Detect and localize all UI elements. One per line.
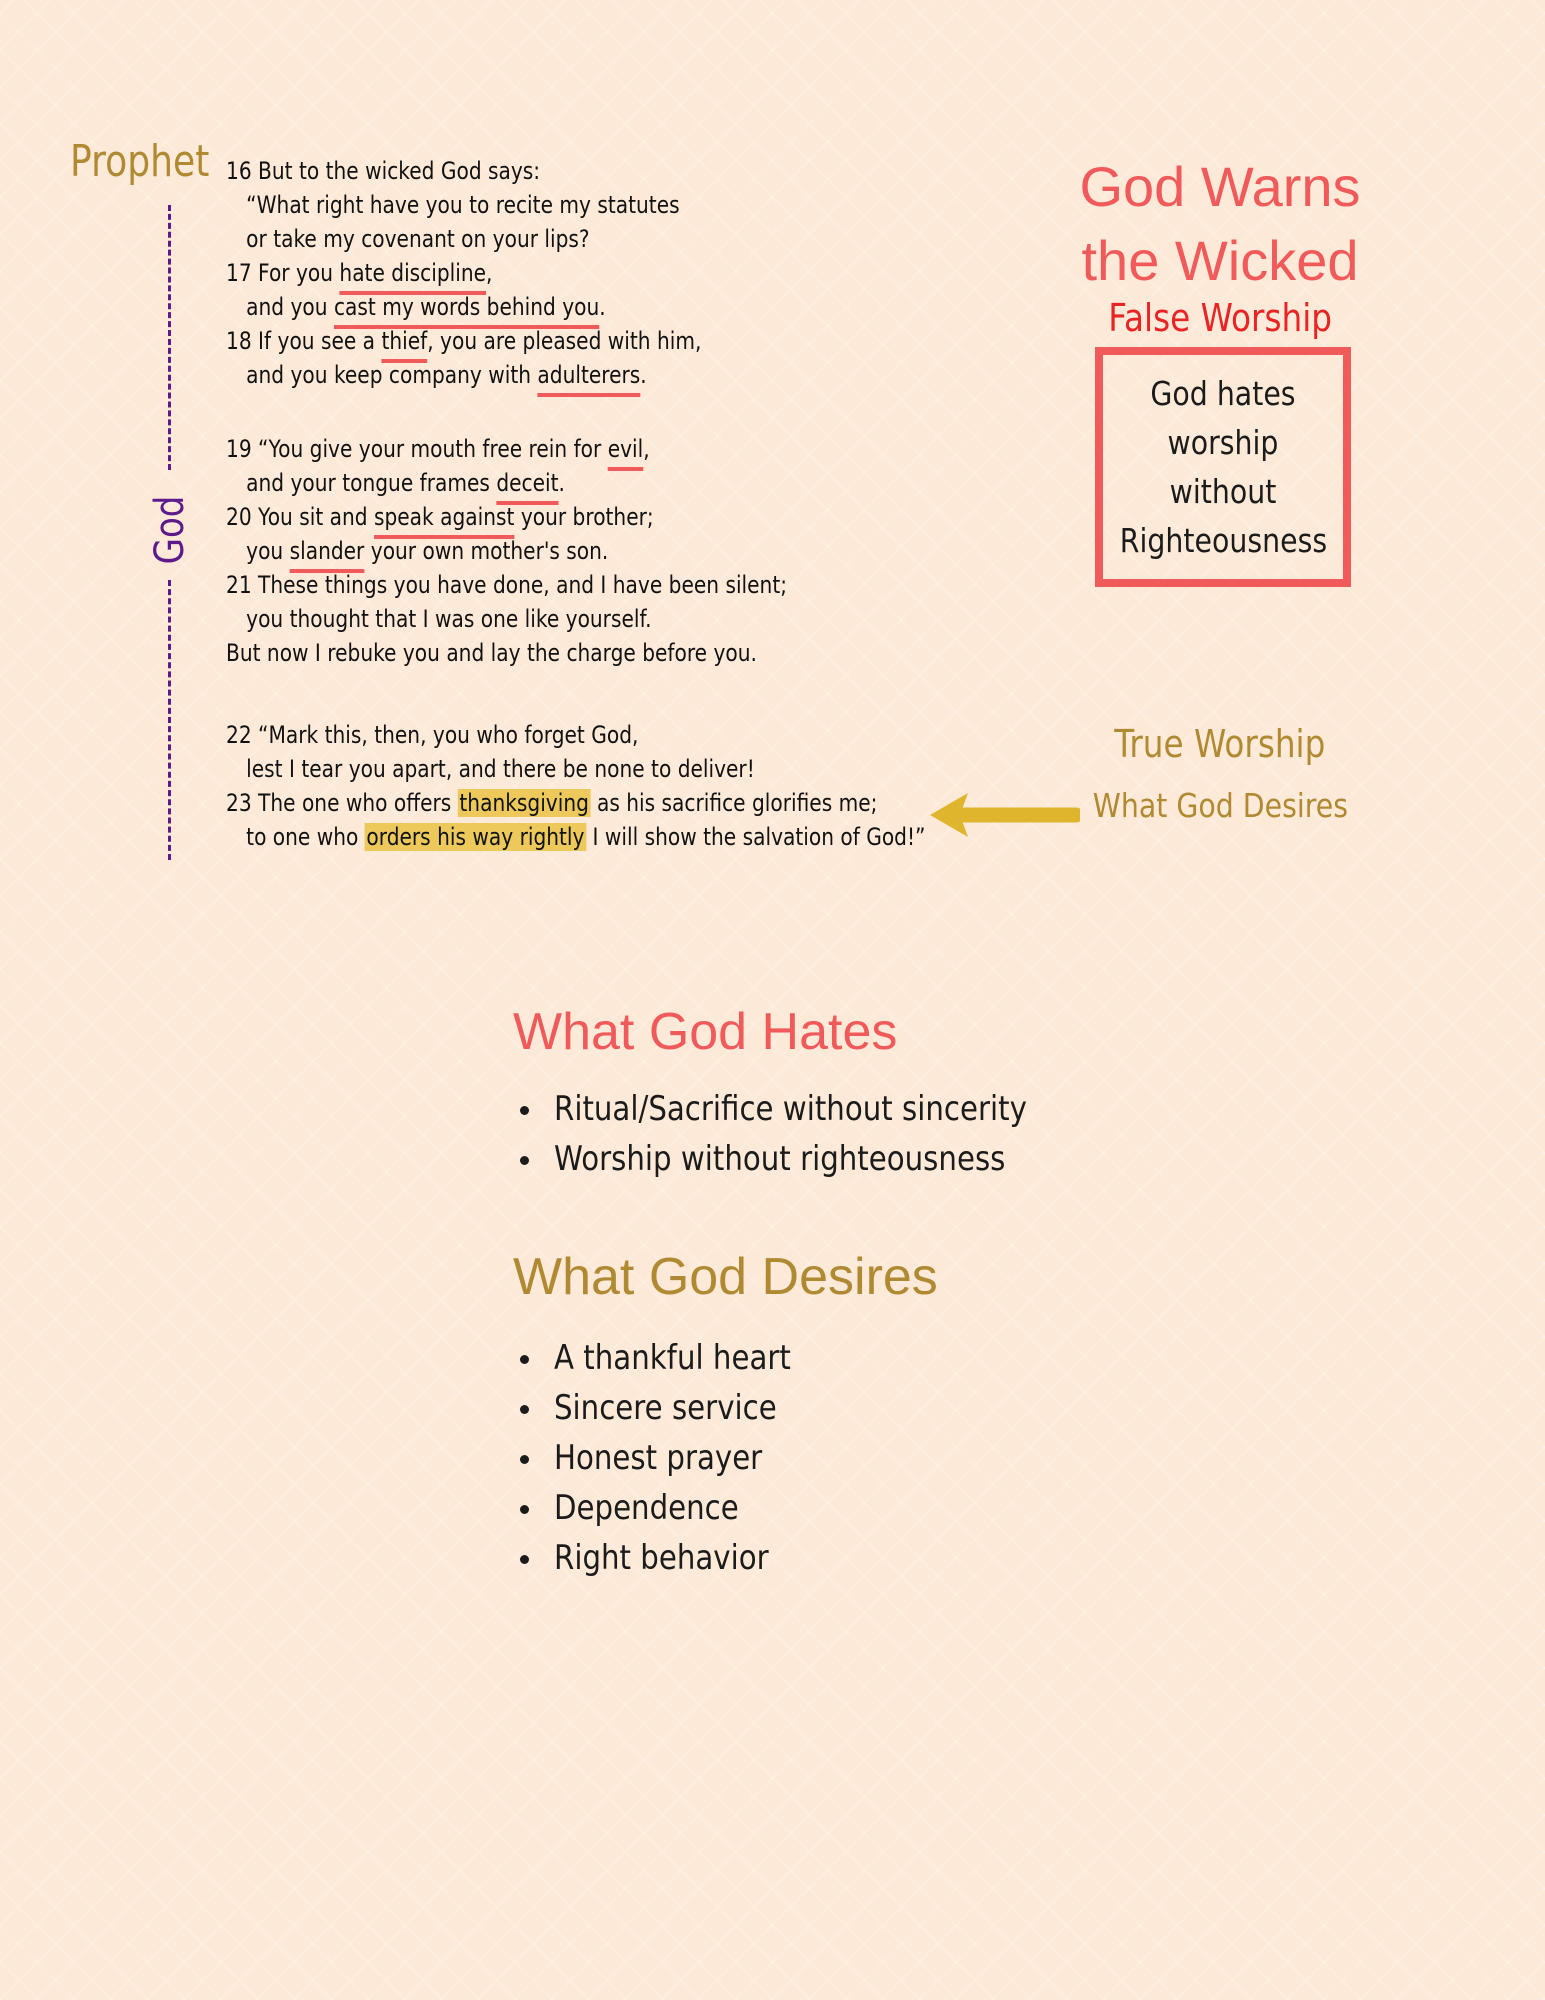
bullet-icon — [520, 1106, 529, 1115]
verse-text: 18 If you see a — [226, 327, 382, 355]
verse-line — [226, 786, 926, 820]
verse-line: 16 But to the wicked God says: — [226, 157, 541, 185]
title-line: the Wicked — [1081, 229, 1359, 292]
arrow-left-icon — [926, 790, 1080, 840]
verse-text: and you keep company with — [246, 361, 538, 389]
verse-text: , you are pleased with him, — [427, 327, 702, 355]
verse-text: and you — [246, 293, 334, 321]
bullet-icon — [520, 1505, 529, 1514]
verse-text: your own mother's son. — [364, 537, 609, 565]
verse-text: . — [599, 293, 606, 321]
false-worship-text: False Worship — [1108, 296, 1332, 340]
underlined-phrase: slander — [289, 537, 365, 565]
verse-text: , — [643, 435, 650, 463]
underlined-phrase: evil — [607, 435, 644, 463]
verse-line: But now I rebuke you and lay the charge before you. — [226, 639, 757, 667]
verse-text: . — [640, 361, 647, 389]
list-item-text: Honest prayer — [554, 1438, 763, 1478]
verse-line — [226, 256, 926, 290]
bullet-icon — [520, 1455, 529, 1464]
verse-line — [226, 534, 926, 568]
speaker-divider-bottom — [168, 580, 171, 860]
god-hates-box — [1095, 347, 1351, 587]
verse-text: your brother; — [514, 503, 654, 531]
list-item-text: Worship without righteousness — [554, 1139, 1006, 1179]
list-item-text: Ritual/Sacrifice without sincerity — [554, 1089, 1027, 1129]
speaker-divider-top — [168, 205, 171, 470]
verse-line: you thought that I was one like yourself. — [246, 605, 652, 633]
underlined-phrase: adulterers — [537, 361, 641, 389]
verse-line — [226, 500, 926, 534]
verse-line — [226, 324, 926, 358]
verse-line: 22 “Mark this, then, you who forget God, — [226, 721, 639, 749]
list-item-text: Sincere service — [554, 1388, 777, 1428]
hates-list — [520, 1084, 1104, 1184]
verse-text: 20 You sit and — [226, 503, 374, 531]
underlined-phrase: thief — [381, 327, 428, 355]
verse-text: 17 For you — [226, 259, 340, 287]
highlighted-phrase: orders his way rightly — [366, 823, 585, 851]
box-line: worship — [1167, 423, 1279, 462]
underlined-phrase: cast my words behind you — [333, 293, 600, 321]
list-item-text: Dependence — [554, 1488, 739, 1528]
verse-text: , — [486, 259, 493, 287]
list-item-text: Right behavior — [554, 1538, 769, 1578]
list-item — [520, 1333, 829, 1383]
bullet-icon — [520, 1405, 529, 1414]
scripture-passage — [226, 154, 926, 854]
verse-line: or take my covenant on your lips? — [246, 225, 590, 253]
verse-text: you — [246, 537, 290, 565]
verse-line: “What right have you to recite my statutes — [246, 191, 680, 219]
underlined-phrase: deceit — [496, 469, 559, 497]
true-worship-heading — [1060, 722, 1380, 766]
verse-line — [226, 466, 926, 500]
verse-line — [226, 820, 926, 854]
highlighted-phrase: thanksgiving — [459, 789, 589, 817]
underlined-phrase: speak against — [373, 503, 515, 531]
bullet-icon — [520, 1156, 529, 1165]
what-god-desires-subheading — [1060, 786, 1380, 825]
god-warns-title — [1060, 150, 1380, 298]
list-item — [520, 1383, 829, 1433]
list-item — [520, 1483, 829, 1533]
verse-text: as his sacrifice glorifies me; — [590, 789, 878, 817]
box-line: God hates — [1150, 374, 1296, 413]
list-item — [520, 1433, 829, 1483]
list-item — [520, 1533, 829, 1583]
title-line: God Warns — [1079, 155, 1361, 218]
underlined-phrase: hate discipline — [339, 259, 487, 287]
verse-text: 19 “You give your mouth free rein for — [226, 435, 608, 463]
verse-text: and your tongue frames — [246, 469, 497, 497]
verse-text: I will show the salvation of God!” — [586, 823, 926, 851]
desires-sub-text: What God Desires — [1092, 786, 1348, 825]
true-worship-text: True Worship — [1114, 722, 1326, 766]
verse-text: . — [558, 469, 565, 497]
box-line: without — [1169, 472, 1277, 511]
verse-line: 21 These things you have done, and I have been silent; — [226, 571, 788, 599]
bullet-icon — [520, 1555, 529, 1564]
prophet-label: Prophet — [70, 136, 210, 187]
verse-line — [226, 358, 926, 392]
list-item — [520, 1084, 1104, 1134]
list-item-text: A thankful heart — [554, 1338, 791, 1378]
box-line: Righteousness — [1119, 521, 1328, 560]
what-god-hates-title: What God Hates — [513, 1003, 898, 1061]
verse-line: lest I tear you apart, and there be none to deliver! — [246, 755, 755, 783]
verse-line — [226, 432, 926, 466]
verse-text: to one who — [246, 823, 365, 851]
verse-text: 23 The one who offers — [226, 789, 458, 817]
god-label: God — [147, 495, 193, 565]
bullet-icon — [520, 1355, 529, 1364]
what-god-desires-title: What God Desires — [513, 1248, 938, 1306]
verse-line — [226, 290, 926, 324]
desires-list — [520, 1333, 829, 1583]
false-worship-heading — [1060, 296, 1380, 340]
list-item — [520, 1134, 1104, 1184]
